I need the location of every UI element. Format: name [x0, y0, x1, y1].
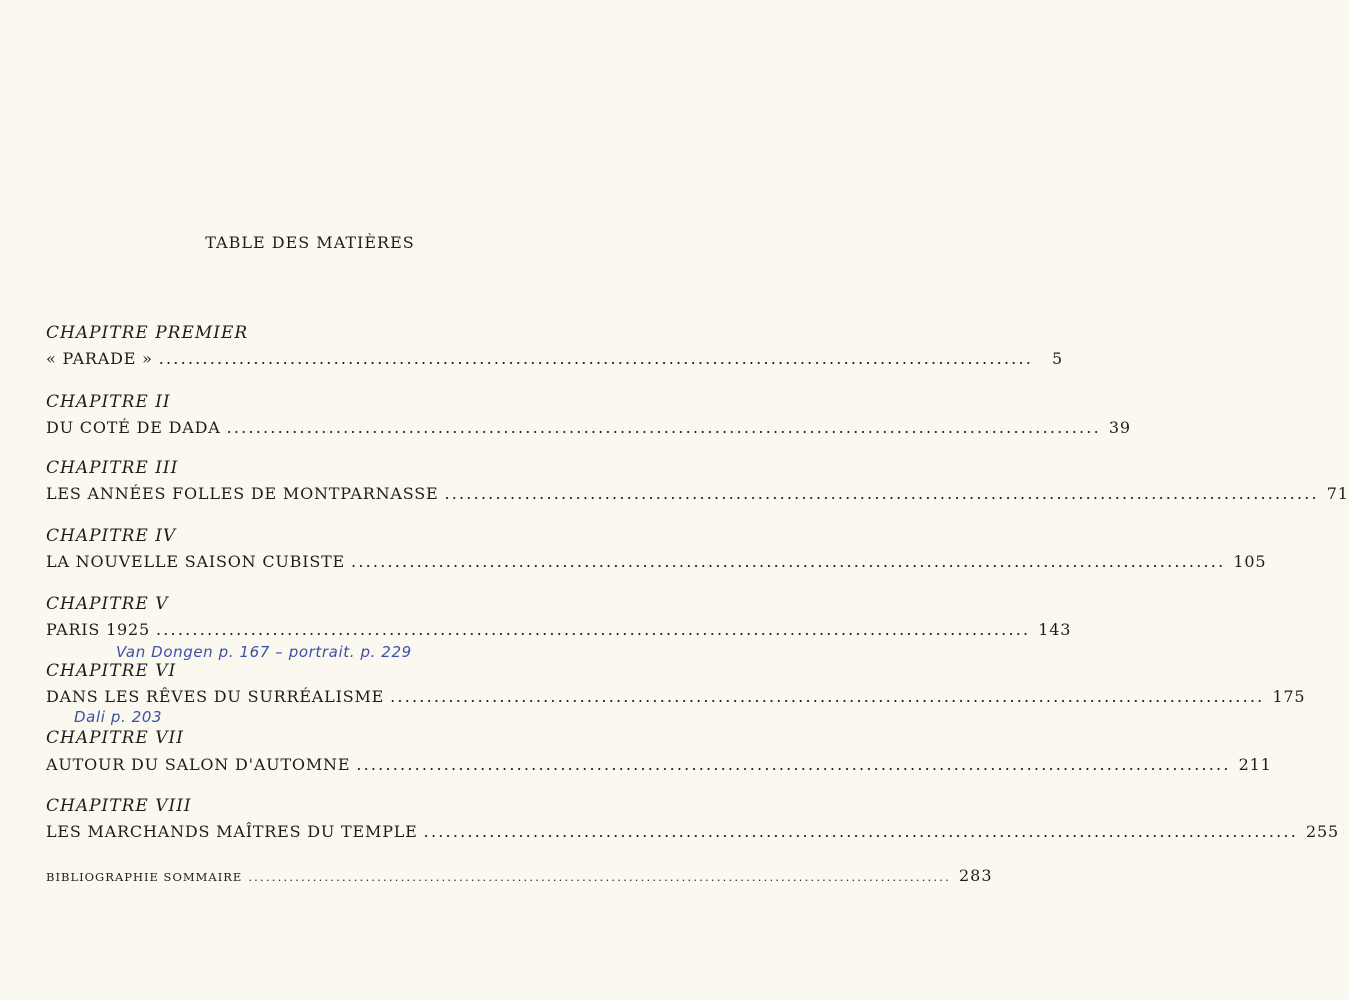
- toc-entry: [46, 687, 1306, 709]
- dot-leader: ........................................................................................................................: [444, 484, 1319, 503]
- entry-title: PARIS 1925: [46, 620, 150, 639]
- entry-title: AUTOUR DU SALON D'AUTOMNE: [46, 755, 351, 774]
- dot-leader: ........................................................................................................................: [423, 822, 1298, 841]
- dot-leader: ........................................................................................................................: [248, 870, 951, 884]
- dot-leader: ........................................................................................................................: [356, 755, 1231, 774]
- dot-leader: ........................................................................................................................: [155, 620, 1031, 639]
- page-number: 39: [1108, 418, 1131, 437]
- chapter-heading: CHAPITRE PREMIER: [46, 323, 249, 343]
- dot-leader: ........................................................................................................................: [226, 418, 1101, 437]
- entry-title: LA NOUVELLE SAISON CUBISTE: [46, 552, 346, 571]
- page-number: 5: [1052, 349, 1064, 368]
- dot-leader: ........................................................................................................................: [158, 349, 1034, 368]
- dot-leader: ........................................................................................................................: [351, 552, 1226, 571]
- chapter-heading: CHAPITRE IV: [46, 526, 177, 546]
- page-number: 175: [1272, 687, 1306, 706]
- entry-title: DANS LES RÊVES DU SURRÉALISME: [46, 687, 385, 706]
- page-number: 71: [1326, 484, 1349, 503]
- entry-title: LES MARCHANDS MAÎTRES DU TEMPLE: [46, 822, 418, 841]
- toc-entry: [46, 755, 1272, 777]
- page-number: 255: [1305, 822, 1339, 841]
- chapter-heading: CHAPITRE V: [46, 594, 169, 614]
- toc-entry: [46, 620, 1072, 642]
- chapter-heading: CHAPITRE VII: [46, 728, 184, 748]
- chapter-heading: CHAPITRE VIII: [46, 796, 192, 816]
- handwritten-note: Dali p. 203: [74, 708, 163, 726]
- entry-title: BIBLIOGRAPHIE SOMMAIRE: [46, 870, 243, 884]
- toc-entry: [46, 349, 1064, 371]
- toc-entry: [46, 822, 1339, 844]
- toc-entry: [46, 552, 1267, 574]
- page-number: 105: [1233, 552, 1267, 571]
- chapter-heading: CHAPITRE III: [46, 458, 179, 478]
- entry-title: « PARADE »: [46, 349, 153, 368]
- entry-title: LES ANNÉES FOLLES DE MONTPARNASSE: [46, 484, 439, 503]
- toc-entry: [46, 484, 1349, 506]
- entry-title: DU COTÉ DE DADA: [46, 418, 221, 437]
- page-number: 283: [959, 866, 993, 885]
- toc-entry-bibliography: [46, 866, 993, 888]
- page-title: TABLE DES MATIÈRES: [205, 233, 415, 252]
- toc-entry: [46, 418, 1131, 440]
- chapter-heading: CHAPITRE II: [46, 392, 171, 412]
- page-number: 211: [1238, 755, 1272, 774]
- dot-leader: ........................................................................................................................: [390, 687, 1265, 706]
- handwritten-note: Van Dongen p. 167 – portrait. p. 229: [116, 643, 412, 661]
- chapter-heading: CHAPITRE VI: [46, 661, 177, 681]
- page-number: 143: [1038, 620, 1072, 639]
